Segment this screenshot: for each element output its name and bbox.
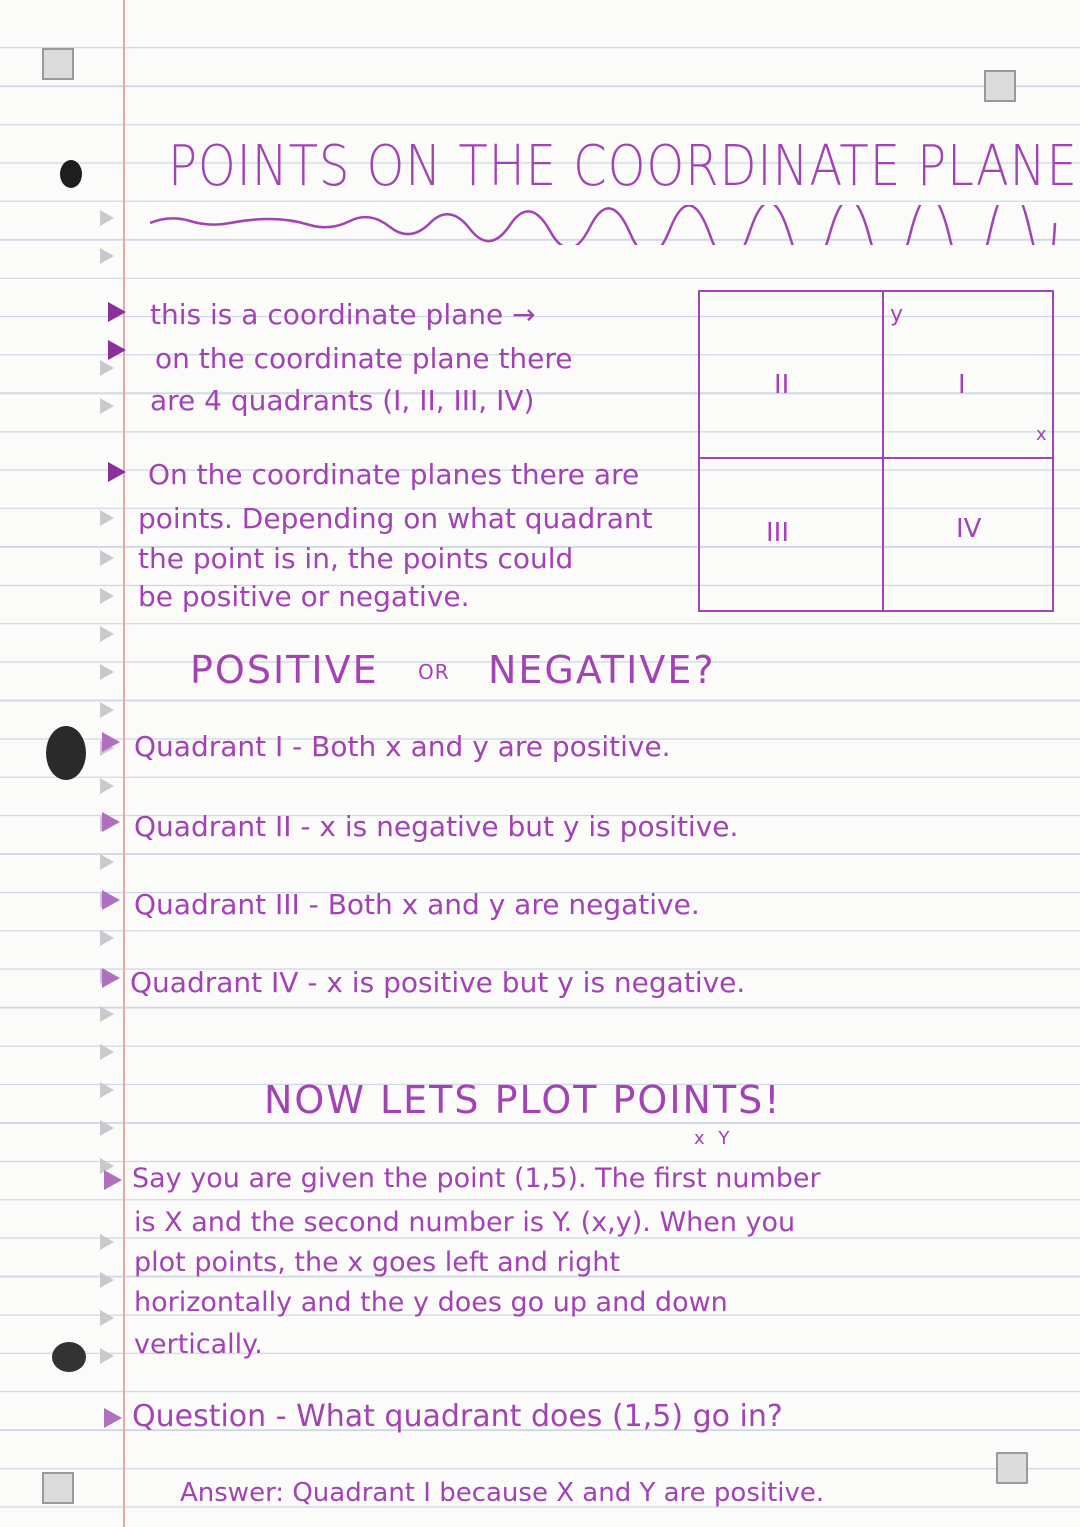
xy-note: x Y [694, 1128, 734, 1149]
bullet-icon [108, 340, 126, 360]
bullet-icon [104, 1170, 122, 1190]
points-para-line-1: On the coordinate planes there are [148, 458, 640, 491]
quadrant-3-label: III [766, 518, 790, 548]
plot-para-line-2: is X and the second number is Y. (x,y). When you [134, 1207, 796, 1238]
pos-neg-heading-middle: OR [418, 660, 450, 684]
points-para-line-4: be positive or negative. [138, 580, 470, 613]
coordinate-plane [698, 290, 1054, 612]
y-axis [882, 292, 884, 610]
corner-marker-icon [984, 70, 1016, 102]
quadrant-2-label: II [774, 370, 790, 400]
plot-heading: NOW LETS PLOT POINTS! [264, 1078, 782, 1122]
bullet-icon [102, 732, 120, 752]
rule-quadrant-3: Quadrant III - Both x and y are negative. [134, 888, 700, 921]
margin-triangles [100, 210, 120, 1410]
binder-hole-top [60, 160, 82, 188]
rule-quadrant-1: Quadrant I - Both x and y are positive. [134, 730, 671, 763]
plot-para-line-4: horizontally and the y does go up and down [134, 1287, 728, 1318]
plot-para-line-5: vertically. [134, 1329, 263, 1360]
points-para-line-2: points. Depending on what quadrant [138, 502, 653, 535]
bullet-icon [102, 968, 120, 988]
intro-line-1: this is a coordinate plane → [150, 298, 536, 331]
quadrant-1-label: I [958, 370, 966, 400]
corner-marker-icon [42, 48, 74, 80]
bullet-icon [108, 302, 126, 322]
x-axis [700, 457, 1052, 459]
plot-para-line-1: Say you are given the point (1,5). The first number [132, 1163, 821, 1194]
corner-marker-icon [42, 1472, 74, 1504]
quadrant-4-label: IV [956, 514, 982, 544]
intro-line-3: are 4 quadrants (I, II, III, IV) [150, 384, 535, 417]
binder-hole-bottom [52, 1342, 86, 1372]
margin-line [123, 0, 125, 1527]
bullet-icon [102, 812, 120, 832]
pos-neg-heading-right: NEGATIVE? [488, 648, 716, 692]
plot-para-line-3: plot points, the x goes left and right [134, 1247, 620, 1278]
rule-quadrant-4: Quadrant IV - x is positive but y is negative. [130, 966, 746, 999]
title-underline [150, 205, 1060, 245]
corner-marker-icon [996, 1452, 1028, 1484]
binder-hole-middle [46, 726, 86, 780]
y-axis-label: y [890, 302, 904, 327]
page-title: POINTS ON THE COORDINATE PLANE [168, 134, 1078, 199]
points-para-line-3: the point is in, the points could [138, 542, 574, 575]
bullet-icon [104, 1408, 122, 1428]
x-axis-label: x [1036, 424, 1047, 445]
bullet-icon [102, 890, 120, 910]
answer: Answer: Quadrant I because X and Y are positive. [180, 1478, 825, 1508]
bullet-icon [108, 462, 126, 482]
pos-neg-heading-left: POSITIVE [190, 648, 379, 692]
intro-line-2: on the coordinate plane there [155, 342, 573, 375]
question: Question - What quadrant does (1,5) go in? [132, 1399, 783, 1434]
rule-quadrant-2: Quadrant II - x is negative but y is positive. [134, 810, 739, 843]
